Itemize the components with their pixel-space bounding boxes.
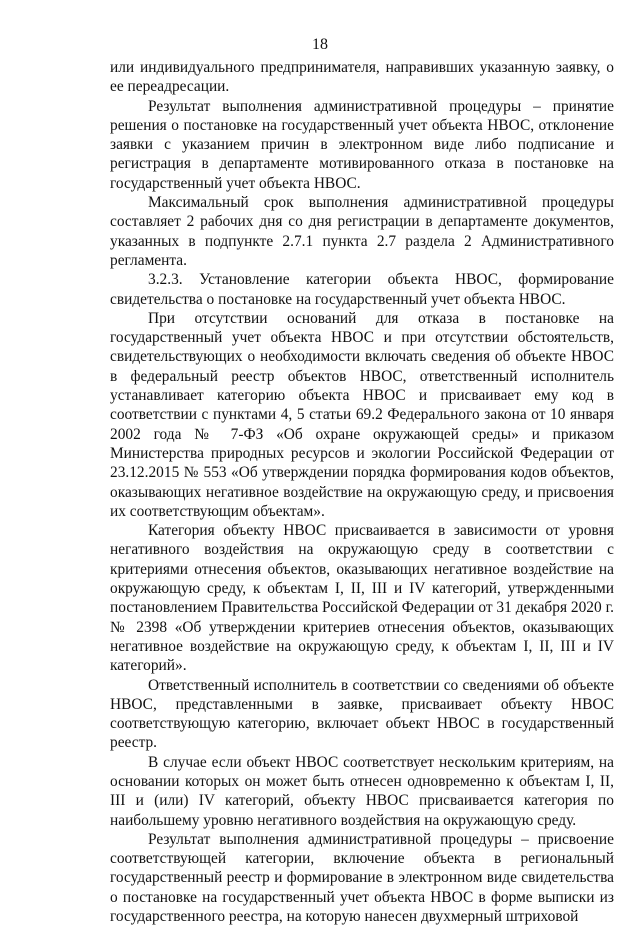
- page-number: 18: [312, 36, 328, 53]
- paragraph-section-3-2-3: 3.2.3. Установление категории объекта НВОС, формирование свидетельства о постановке на государственный учет объекта НВОС.: [110, 271, 614, 308]
- paragraph-continuation: или индивидуального предпринимателя, направивших указанную заявку, о ее переадресации.: [110, 59, 614, 96]
- paragraph-procedure-result: Результат выполнения административной процедуры – принятие решения о постановке на государственный учет объекта НВОС, отклонение заявки с указанием причин в электронном виде либо подписание и регистрация в департаменте мотивированного отказа в постановке на государственный учет объекта НВОС.: [110, 97, 614, 192]
- paragraph-category-criteria: Категория объекту НВОС присваивается в зависимости от уровня негативного воздействия на окружающую среду в соответствии с критериями отнесения объектов, оказывающих негативное воздействие на окружающую среду, к объектам I, II, III и IV категорий, утвержденными постановлением Правительства Российской Федерации от 31 декабря 2020 г. № 2398 «Об утверждении критериев отнесения объектов, оказывающих негативное воздействие на окружающую среду, к объектам I, II, III и IV категорий».: [110, 522, 614, 675]
- paragraph-final-result: Результат выполнения административной процедуры – присвоение соответствующей категории, включение объекта в региональный государственный реестр и формирование в электронном виде свидетельства о постановке на государственный учет объекта НВОС в форме выписки из государственного реестра, на которую нанесен двухмерный штриховой: [110, 830, 614, 926]
- document-body: [110, 58, 614, 926]
- paragraph-multiple-criteria: В случае если объект НВОС соответствует нескольким критериям, на основании которых он может быть отнесен одновременно к объектам I, II, III и (или) IV категорий, объекту НВОС присваивается категория по наибольшему уровню негативного воздействия на окружающую среду.: [110, 753, 614, 829]
- paragraph-max-term: Максимальный срок выполнения административной процедуры составляет 2 рабочих дня со дня регистрации в департаменте документов, указанных в подпункте 2.7.1 пункта 2.7 раздела 2 Административного регламента.: [110, 194, 614, 269]
- paragraph-responsible-executor: Ответственный исполнитель в соответствии со сведениями об объекте НВОС, представленными в заявке, присваивает объекту НВОС соответствующую категорию, включает объект НВОС в государственный реестр.: [110, 676, 614, 752]
- paragraph-category-assignment: При отсутствии оснований для отказа в постановке на государственный учет объекта НВОС и при отсутствии обстоятельств, свидетельствующих о необходимости включать сведения об объекте НВОС в федеральный реестр объектов НВОС, ответственный исполнитель устанавливает категорию объекта НВОС и присваивает ему код в соответствии с пунктами 4, 5 статьи 69.2 Федерального закона от 10 января 2002 года № 7-ФЗ «Об охране окружающей среды» и приказом Министерства природных ресурсов и экологии Российской Федерации от 23.12.2015 № 553 «Об утверждении порядка формирования кодов объектов, оказывающих негативное воздействие на окружающую среду, и присвоения их соответствующим объектам».: [110, 309, 614, 520]
